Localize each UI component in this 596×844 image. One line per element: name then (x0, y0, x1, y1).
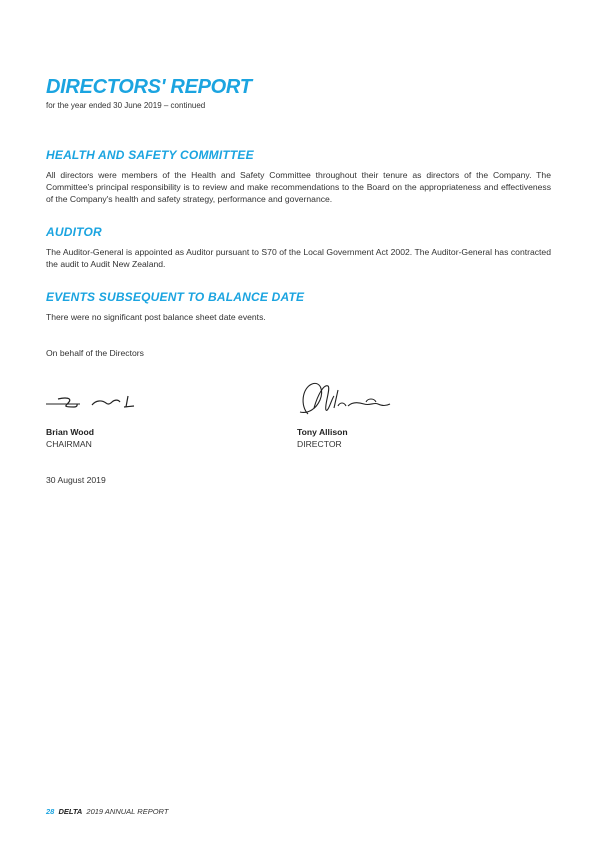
signatory-role-chairman: CHAIRMAN (46, 439, 92, 449)
signature-director (294, 376, 394, 418)
on-behalf-text: On behalf of the Directors (46, 348, 144, 358)
section-heading-health-safety: HEALTH AND SAFETY COMMITTEE (46, 148, 254, 162)
page-subtitle: for the year ended 30 June 2019 – continued (46, 101, 206, 110)
section-heading-auditor: AUDITOR (46, 225, 102, 239)
signing-date: 30 August 2019 (46, 475, 106, 485)
page-number: 28 (46, 807, 55, 816)
signatory-role-director: DIRECTOR (297, 439, 342, 449)
signatory-name-chairman: Brian Wood (46, 427, 95, 437)
footer-brand: DELTA (58, 807, 83, 816)
section-body-events: There were no significant post balance sheet date events. (46, 312, 266, 322)
signature-chairman (44, 390, 139, 416)
footer-report-label: 2019 ANNUAL REPORT (86, 807, 169, 816)
page-footer (46, 807, 168, 816)
section-body-auditor: The Auditor-General is appointed as Auditor pursuant to S70 of the Local Government Act 2002. The Auditor-General has contracted the audit to Audit New Zealand. (46, 247, 551, 269)
section-heading-events: EVENTS SUBSEQUENT TO BALANCE DATE (46, 290, 305, 304)
page-title: DIRECTORS' REPORT (46, 76, 252, 98)
section-body-health-safety: All directors were members of the Health and Safety Committee throughout their tenure as directors of the Company. The Committee's principal responsibility is to review and make recommendations to the Board on the appropriateness and effectiveness of the Company's health and safety strategy, performance and governance. (46, 170, 551, 204)
signatory-name-director: Tony Allison (297, 427, 348, 437)
